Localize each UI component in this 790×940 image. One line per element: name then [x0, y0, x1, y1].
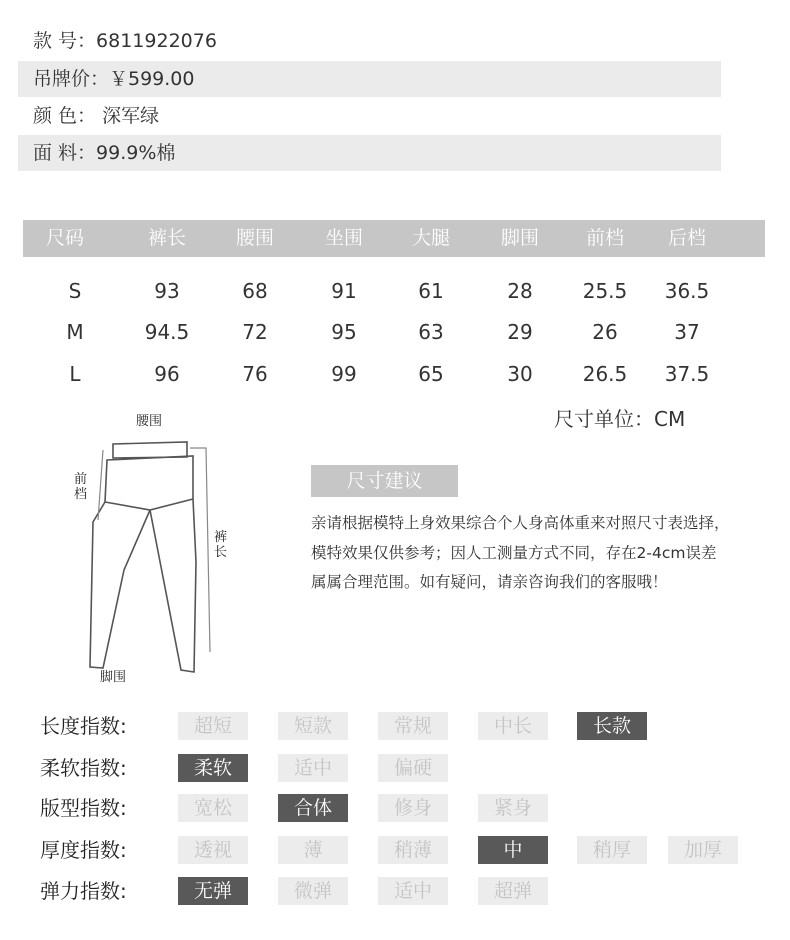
size-unit: 尺寸单位：CM	[554, 407, 686, 431]
index-option-selected: 无弹	[178, 877, 248, 905]
size-advice-title: 尺寸建议	[311, 465, 458, 497]
index-option: 宽松	[178, 794, 248, 822]
size-table-cell: 91	[331, 279, 357, 303]
index-option: 适中	[278, 754, 348, 782]
size-header-cell: 裤长	[147, 227, 186, 249]
size-table-cell: 25.5	[582, 279, 628, 303]
index-option: 偏硬	[378, 754, 448, 782]
size-table-cell: 68	[242, 279, 268, 303]
size-table-cell: 99	[331, 362, 357, 386]
size-table-cell: 96	[154, 362, 180, 386]
index-option: 适中	[378, 877, 448, 905]
index-option: 常规	[378, 712, 448, 740]
pants-diagram	[60, 412, 260, 692]
size-header-cell: 脚围	[500, 227, 539, 249]
index-option-selected: 长款	[577, 712, 647, 740]
index-option: 超弹	[478, 877, 548, 905]
size-header-cell: 后档	[667, 227, 706, 249]
size-table-cell: 65	[418, 362, 444, 386]
index-option-selected: 合体	[278, 794, 348, 822]
size-advice-text: 亲请根据模特上身效果综合个人身高体重来对照尺寸表选择，模特效果仅供参考；因人工测量方式不同，存在2-4cm误差属属合理范围。如有疑问，请亲咨询我们的客服哦！	[311, 514, 730, 591]
diagram-label-front-rise: 前 档	[74, 472, 88, 502]
size-table-header	[23, 220, 765, 257]
size-table-cell: 61	[418, 279, 444, 303]
size-table-cell: 76	[242, 362, 268, 386]
size-table-cell: 29	[507, 320, 533, 344]
size-table-cell: L	[69, 362, 81, 386]
size-table-cell: 37	[674, 320, 700, 344]
index-option: 中长	[478, 712, 548, 740]
index-option: 修身	[378, 794, 448, 822]
size-header-cell: 尺码	[45, 227, 84, 249]
index-label: 弹力指数:	[40, 879, 127, 903]
size-header-cell: 大腿	[411, 227, 450, 249]
index-option: 加厚	[668, 836, 738, 864]
index-option: 短款	[278, 712, 348, 740]
index-label: 长度指数:	[40, 714, 127, 738]
index-label: 柔软指数:	[40, 756, 127, 780]
index-row	[0, 752, 790, 784]
size-table-cell: 30	[507, 362, 533, 386]
index-option-selected: 柔软	[178, 754, 248, 782]
size-header-cell: 腰围	[235, 227, 274, 249]
size-table-cell: 63	[418, 320, 444, 344]
size-table-cell: 37.5	[664, 362, 710, 386]
fabric-info: 面 料：99.9%棉	[18, 135, 721, 171]
index-option: 稍厚	[577, 836, 647, 864]
size-header-cell: 前档	[585, 227, 624, 249]
size-table-cell: 95	[331, 320, 357, 344]
size-table-cell: S	[68, 279, 82, 303]
index-row	[0, 834, 790, 866]
size-table-cell: 94.5	[144, 320, 190, 344]
size-table-row	[0, 314, 790, 351]
size-table-cell: 72	[242, 320, 268, 344]
size-table-row	[0, 356, 790, 393]
index-row	[0, 710, 790, 742]
size-header-cell: 坐围	[324, 227, 363, 249]
pants-outline-icon	[60, 412, 260, 692]
index-option: 微弹	[278, 877, 348, 905]
index-label: 版型指数:	[40, 796, 127, 820]
index-option: 薄	[278, 836, 348, 864]
size-table-cell: 36.5	[664, 279, 710, 303]
color-info: 颜 色： 深军绿	[33, 105, 160, 127]
diagram-label-hem: 脚围	[100, 670, 127, 685]
size-table-row	[0, 273, 790, 310]
size-table-cell: 93	[154, 279, 180, 303]
index-option: 透视	[178, 836, 248, 864]
size-table-cell: 28	[507, 279, 533, 303]
size-table-cell: 26.5	[582, 362, 628, 386]
index-option: 紧身	[478, 794, 548, 822]
index-row	[0, 792, 790, 824]
index-label: 厚度指数:	[40, 838, 127, 862]
diagram-label-length: 裤 长	[214, 530, 228, 560]
size-table-cell: M	[66, 320, 84, 344]
tag-price: 吊牌价：￥599.00	[18, 61, 721, 97]
index-option: 稍薄	[378, 836, 448, 864]
diagram-label-waist: 腰围	[136, 414, 163, 429]
size-table-cell: 26	[592, 320, 618, 344]
index-option-selected: 中	[478, 836, 548, 864]
style-number: 款 号：6811922076	[33, 30, 217, 52]
index-row	[0, 875, 790, 907]
index-option: 超短	[178, 712, 248, 740]
